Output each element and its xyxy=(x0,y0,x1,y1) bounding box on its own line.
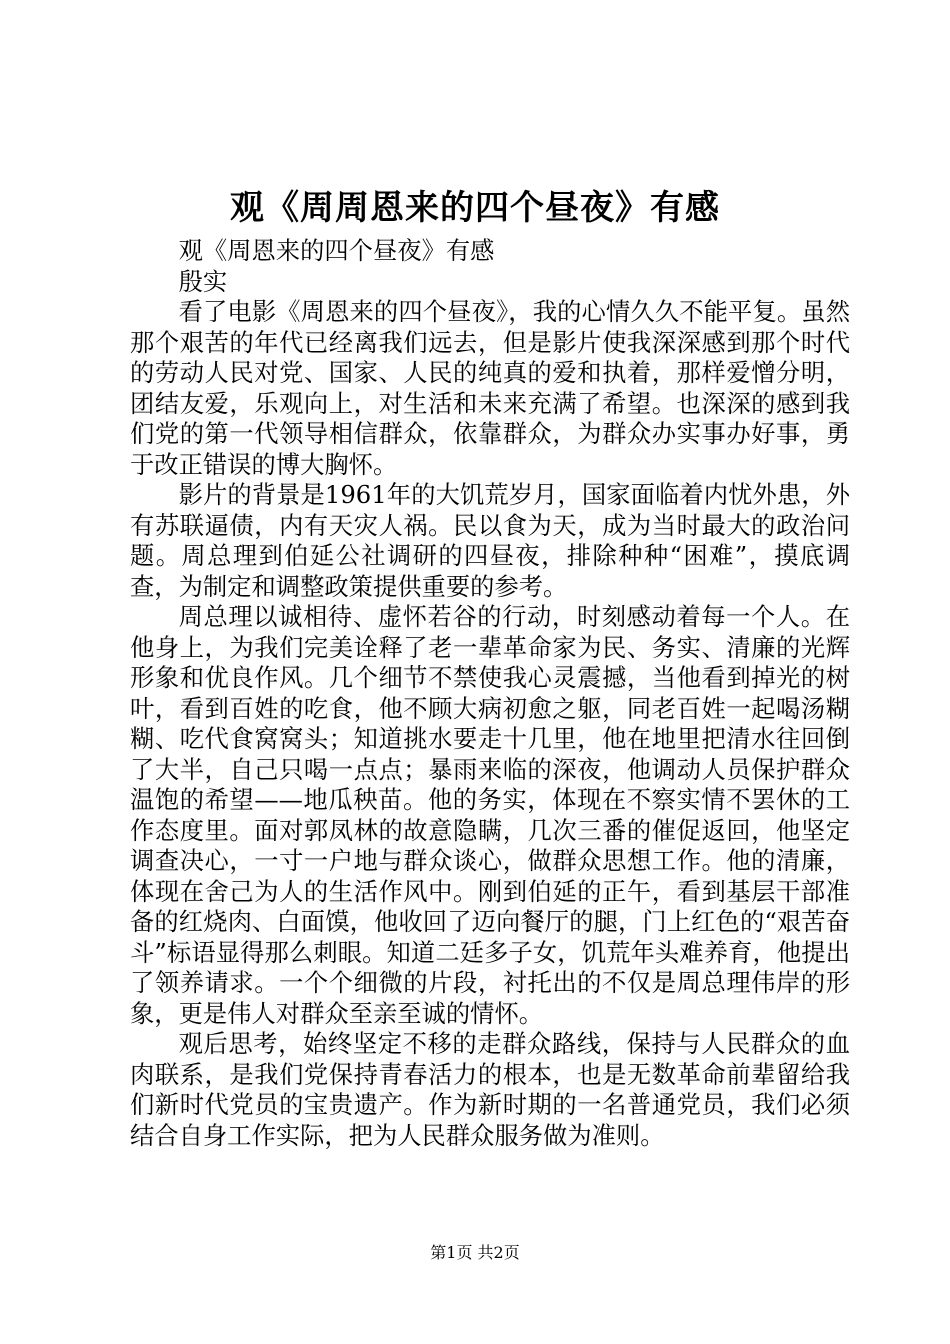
document-subtitle: 观《周恩来的四个昼夜》有感 xyxy=(178,236,495,265)
paragraph: 观后思考，始终坚定不移的走群众路线，保持与人民群众的血肉联系，是我们党保持青春活力的根本，也是无数革命前辈留给我们新时代党员的宝贵遗产。作为新时期的一名普通党员，我们必须结合自身工作实际，把为人民群众服务做为准则。 xyxy=(130,1029,850,1150)
page-number-footer: 第1页 共2页 xyxy=(430,1243,520,1262)
document-author: 殷实 xyxy=(178,266,228,296)
document-body xyxy=(130,236,850,1151)
paragraph: 周总理以诚相待、虚怀若谷的行动，时刻感动着每一个人。在他身上，为我们完美诠释了老一辈革命家为民、务实、清廉的光辉形象和优良作风。几个细节不禁使我心灵震撼，当他看到掉光的树叶，看到百姓的吃食，他不顾大病初愈之躯，同老百姓一起喝汤糊糊、吃代食窝窝头；知道挑水要走十几里，他在地里把清水往回倒了大半，自己只喝一点点；暴雨来临的深夜，他调动人员保护群众温饱的希望——地瓜秧苗。他的务实，体现在不察实情不罢休的工作态度里。面对郭凤林的故意隐瞒，几次三番的催促返回，他坚定调查决心，一寸一户地与群众谈心，做群众思想工作。他的清廉，体现在舍己为人的生活作风中。刚到伯延的正午，看到基层干部准备的红烧肉、白面馍，他收回了迈向餐厅的腿，门上红色的“艰苦奋斗”标语显得那么刺眼。知道二廷多子女，饥荒年头难养育，他提出了领养请求。一个个细微的片段，衬托出的不仅是周总理伟岸的形象，更是伟人对群众至亲至诚的情怀。 xyxy=(130,602,850,1028)
paragraph: 看了电影《周恩来的四个昼夜》，我的心情久久不能平复。虽然那个艰苦的年代已经离我们远去，但是影片使我深深感到那个时代的劳动人民对党、国家、人民的纯真的爱和执着，那样爱憎分明，团结友爱，乐观向上，对生活和未来充满了希望。也深深的感到我们党的第一代领导相信群众，依靠群众，为群众办实事办好事，勇于改正错误的博大胸怀。 xyxy=(130,297,850,479)
paragraph: 影片的背景是1961年的大饥荒岁月，国家面临着内忧外患，外有苏联逼债，内有天灾人祸。民以食为天，成为当时最大的政治问题。周总理到伯延公社调研的四昼夜，排除种种“困难”，摸底调查，为制定和调整政策提供重要的参考。 xyxy=(130,480,850,601)
document-title: 观《周周恩来的四个昼夜》有感 xyxy=(230,188,720,228)
